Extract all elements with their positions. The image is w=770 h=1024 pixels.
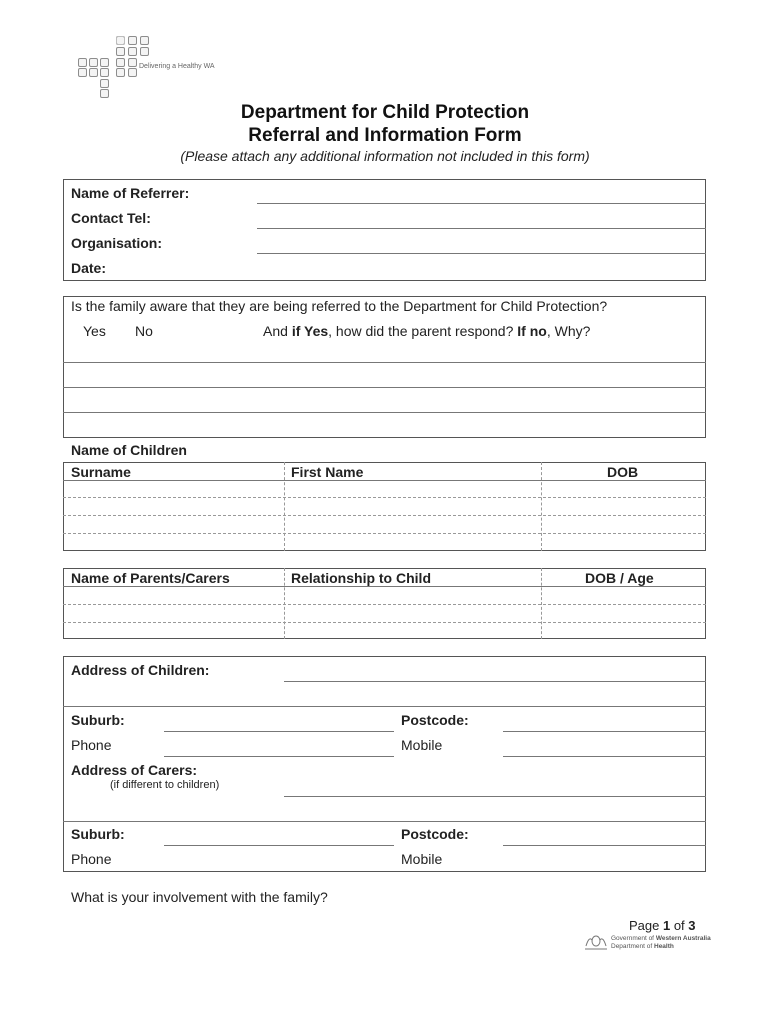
contact-tel-field[interactable] (257, 228, 706, 229)
gov-line-1 (611, 935, 711, 942)
parents-col-dob-age: DOB / Age (585, 570, 654, 586)
contact-tel-label: Contact Tel: (71, 210, 151, 226)
page-number: 1 (662, 918, 671, 933)
children-col-first-name: First Name (291, 464, 364, 480)
children-suburb-field[interactable] (164, 731, 394, 732)
organisation-field[interactable] (257, 253, 706, 254)
gov-prefix: Government of (611, 935, 656, 942)
form-subtitle: (Please attach any additional information not included in this form) (180, 148, 590, 164)
children-mobile-field[interactable] (503, 756, 706, 757)
follow-if-yes: if Yes (291, 323, 329, 339)
address-of-carers-label: Address of Carers: (71, 762, 198, 778)
parents-row-2[interactable] (63, 622, 706, 623)
children-phone-label: Phone (71, 737, 112, 753)
children-col-divider-2 (541, 462, 542, 551)
awareness-section (63, 296, 706, 438)
follow-if-no: If no (517, 323, 547, 339)
children-row-3[interactable] (63, 533, 706, 534)
carers-mobile-label: Mobile (401, 851, 443, 867)
children-suburb-label: Suburb: (71, 712, 125, 728)
awareness-row-line-2 (63, 387, 706, 388)
address-of-children-field[interactable] (284, 681, 706, 682)
wa-crest-icon (583, 932, 609, 952)
page-total: 3 (688, 918, 696, 933)
children-heading: Name of Children (71, 442, 187, 458)
carers-note: (if different to children) (110, 779, 220, 791)
children-mobile-label: Mobile (401, 737, 443, 753)
awareness-question: Is the family aware that they are being referred to the Department for Child Protection? (71, 298, 608, 314)
children-col-surname: Surname (71, 464, 131, 480)
referrer-name-field[interactable] (257, 203, 706, 204)
address-divider-1 (63, 706, 706, 707)
awareness-row-line-3 (63, 412, 706, 413)
logo-tagline: Delivering a Healthy WA (139, 63, 215, 70)
children-row-2[interactable] (63, 515, 706, 516)
carers-postcode-field[interactable] (503, 845, 706, 846)
children-header-line (63, 480, 706, 481)
children-col-dob: DOB (607, 464, 639, 480)
form-title-line2: Referral and Information Form (248, 125, 522, 146)
children-phone-field[interactable] (164, 756, 394, 757)
carers-phone-label: Phone (71, 851, 112, 867)
dept-prefix: Department of (611, 943, 654, 950)
form-title-line1: Department for Child Protection (240, 102, 530, 123)
awareness-no-option[interactable]: No (135, 323, 153, 339)
awareness-row-line-1 (63, 362, 706, 363)
date-label: Date: (71, 260, 107, 276)
page-of: of (670, 918, 689, 933)
follow-why: , Why? (546, 323, 591, 339)
parents-row-1[interactable] (63, 604, 706, 605)
address-of-carers-field[interactable] (284, 796, 706, 797)
gov-state: Western Australia (655, 935, 711, 942)
address-divider-2 (63, 821, 706, 822)
carers-suburb-label: Suburb: (71, 826, 125, 842)
name-of-referrer-label: Name of Referrer: (71, 185, 190, 201)
parents-col-relationship: Relationship to Child (291, 570, 431, 586)
carers-suburb-field[interactable] (164, 845, 394, 846)
children-row-1[interactable] (63, 497, 706, 498)
parents-header-line (63, 586, 706, 587)
dept-name: Health (654, 943, 674, 950)
children-postcode-field[interactable] (503, 731, 706, 732)
follow-and: And (263, 323, 292, 339)
carers-postcode-label: Postcode: (401, 826, 469, 842)
awareness-follow-up (263, 323, 590, 339)
children-postcode-label: Postcode: (401, 712, 469, 728)
children-col-divider-1 (284, 462, 285, 551)
page-word: Page (629, 918, 663, 933)
gov-line-2 (611, 943, 674, 950)
involvement-question: What is your involvement with the family? (71, 889, 328, 905)
parents-col-name: Name of Parents/Carers (71, 570, 230, 586)
address-of-children-label: Address of Children: (71, 662, 210, 678)
page-indicator (629, 918, 696, 933)
organisation-label: Organisation: (71, 235, 163, 251)
follow-parent-respond: , how did the parent respond? (328, 323, 518, 339)
awareness-yes-option[interactable]: Yes (83, 323, 106, 339)
